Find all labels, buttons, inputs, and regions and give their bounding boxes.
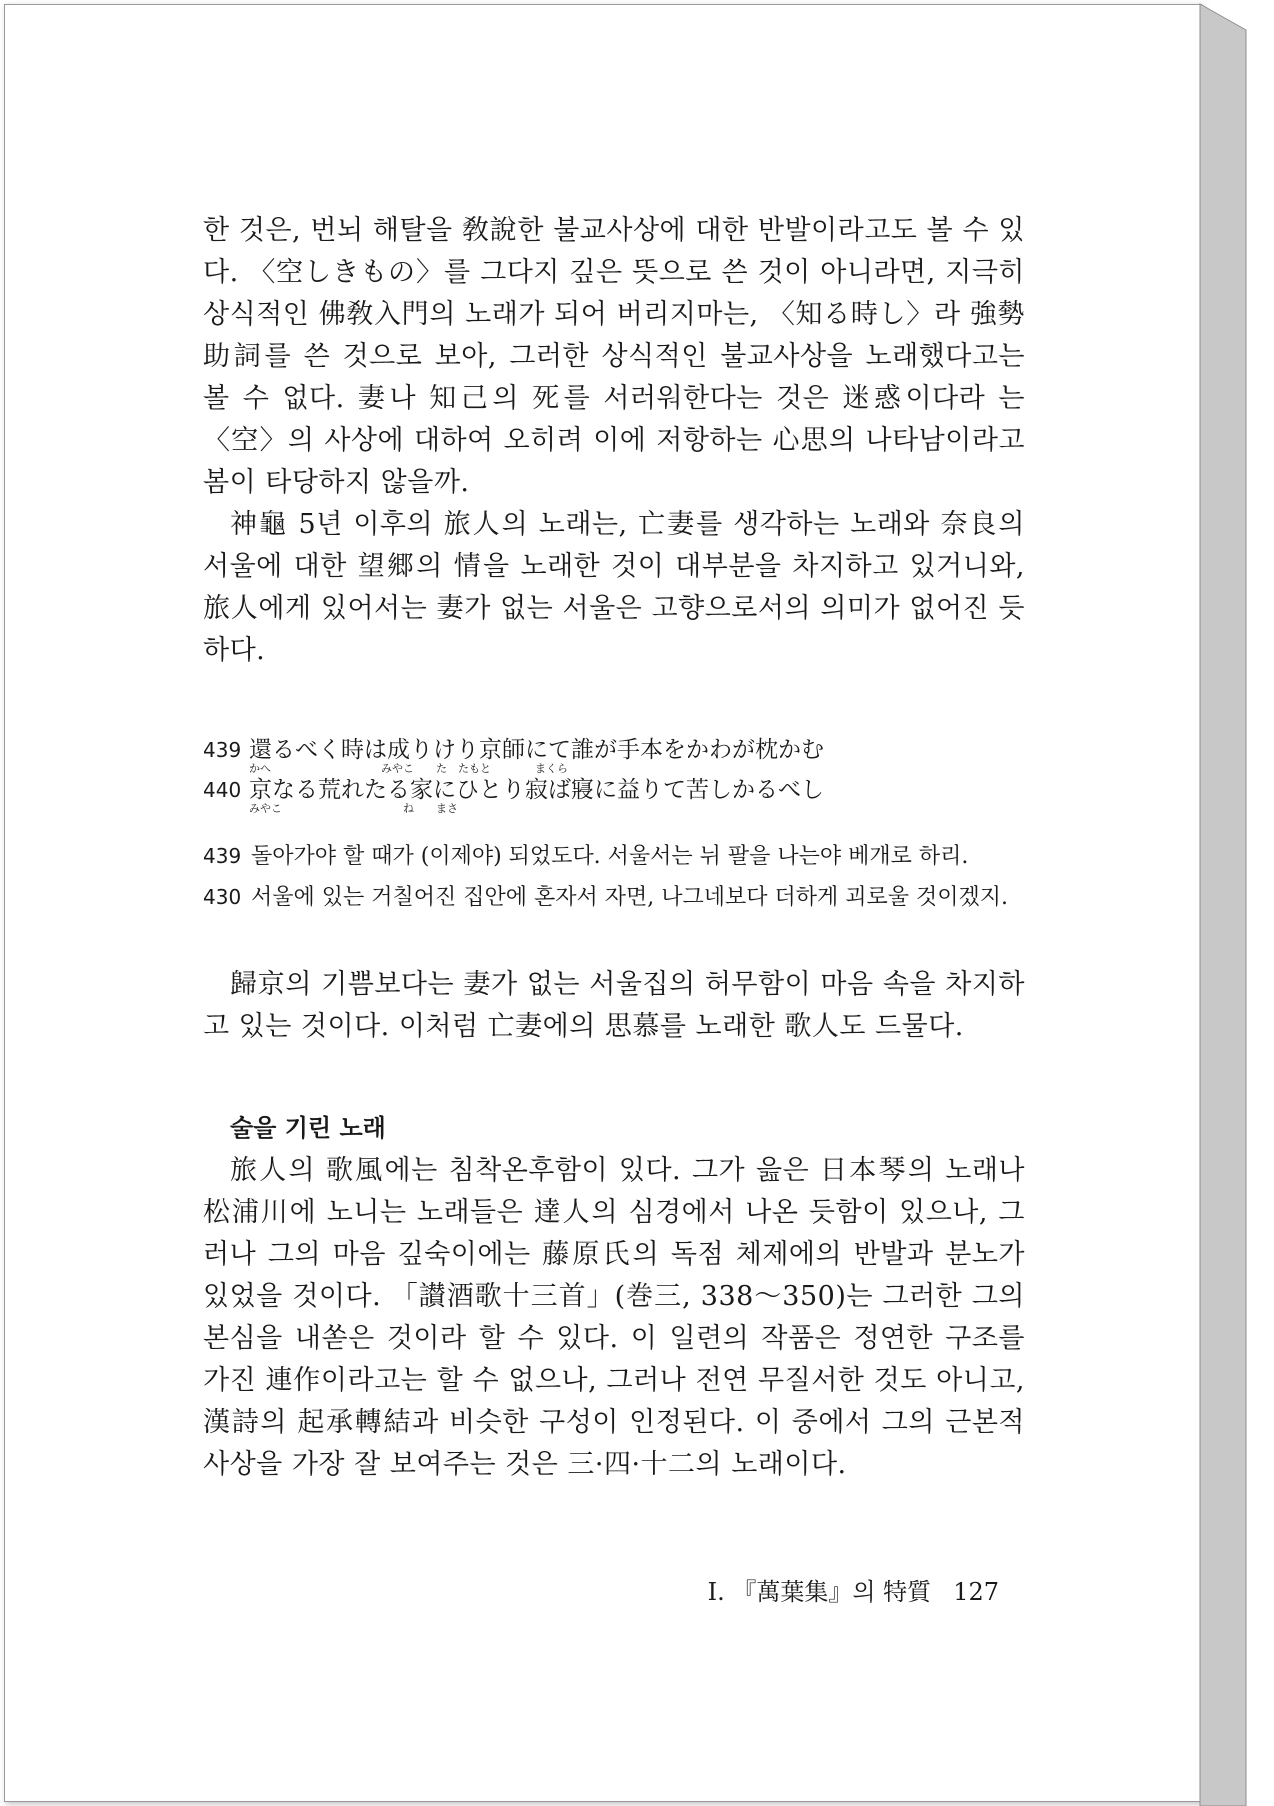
paragraph-3: 歸京의 기쁨보다는 妻가 없는 서울집의 허무함이 마음 속을 차지하고 있는 것이다. 이처럼 亡妻에의 思慕를 노래한 歌人도 드물다. — [203, 969, 1025, 1042]
translation-number: 439 — [203, 844, 242, 868]
translation-439 — [203, 838, 1025, 875]
page-number: 127 — [953, 1578, 999, 1606]
translation-text: 돌아가야 할 때가 (이제야) 되었도다. 서울서는 뉘 팔을 나는야 베개로 하리. — [251, 844, 969, 869]
verse-number: 440 — [203, 778, 242, 802]
running-footer-title: I. 『萬葉集』의 特質 — [707, 1578, 932, 1606]
translation-430 — [203, 879, 1025, 916]
translation-number: 430 — [203, 885, 242, 909]
verse-furigana: みやこ ね まさ — [249, 802, 458, 815]
verse-text: 京なる荒れたる家にひとり寂ば寢に益りて苦しかるべし — [249, 777, 824, 803]
verse-text: 還るべく時は成りけり京師にて誰が手本をかわが枕かむ — [249, 737, 824, 763]
verse-440 — [203, 770, 1025, 810]
paragraph-2: 神龜 5년 이후의 旅人의 노래는, 亡妻를 생각하는 노래와 奈良의 서울에 대한 望郷의 情을 노래한 것이 대부분을 차지하고 있거니와, 旅人에게 있어서는 妻가 없는 서울은 고향으로서의 의미가 없어진 듯하다. — [203, 509, 1025, 666]
page-footer — [708, 1572, 999, 1607]
verse-furigana: かへ みやこ た たもと まくら — [249, 762, 568, 775]
page-content — [203, 210, 1025, 1486]
verse-number: 439 — [203, 738, 242, 762]
verse-439 — [203, 730, 1025, 770]
paragraph-4: 旅人의 歌風에는 침착온후함이 있다. 그가 읊은 日本琴의 노래나 松浦川에 노니는 노래들은 達人의 심경에서 나온 듯함이 있으나, 그러나 그의 마음 깊숙이에는 藤原氏의 독점 체제에의 반발과 분노가 있었을 것이다. 「讃酒歌十三首」(巻三, 338〜350)는 그러한 그의 본심을 내쏟은 것이라 할 수 있다. 이 일련의 작품은 정연한 구조를 가진 連作이라고는 할 수 없으나, 그러나 전연 무질서한 것도 아니고, 漢詩의 起承轉結과 비슷한 구성이 인정된다. 이 중에서 그의 근본적 사상을 가장 잘 보여주는 것은 三·四·十二의 노래이다. — [203, 1155, 1025, 1480]
verse-translations — [203, 838, 1025, 916]
paragraph-1: 한 것은, 번뇌 해탈을 敎說한 불교사상에 대한 반발이라고도 볼 수 있다. 〈空しきもの〉를 그다지 깊은 뜻으로 쓴 것이 아니라면, 지극히 상식적인 佛敎入門의 노래가 되어 버리지마는, 〈知る時し〉라 強勢助詞를 쓴 것으로 보아, 그러한 상식적인 불교사상을 노래했다고는 볼 수 없다. 妻나 知己의 死를 서러워한다는 것은 迷惑이다라 는 〈空〉의 사상에 대하여 오히려 이에 저항하는 心思의 나타남이라고 봄이 타당하지 않을까. — [203, 215, 1025, 498]
poem-verses — [203, 730, 1025, 814]
section-heading: 술을 기린 노래 — [230, 1114, 386, 1142]
translation-text: 서울에 있는 거칠어진 집안에 혼자서 자면, 나그네보다 더하게 괴로울 것이겠지. — [251, 885, 1008, 910]
